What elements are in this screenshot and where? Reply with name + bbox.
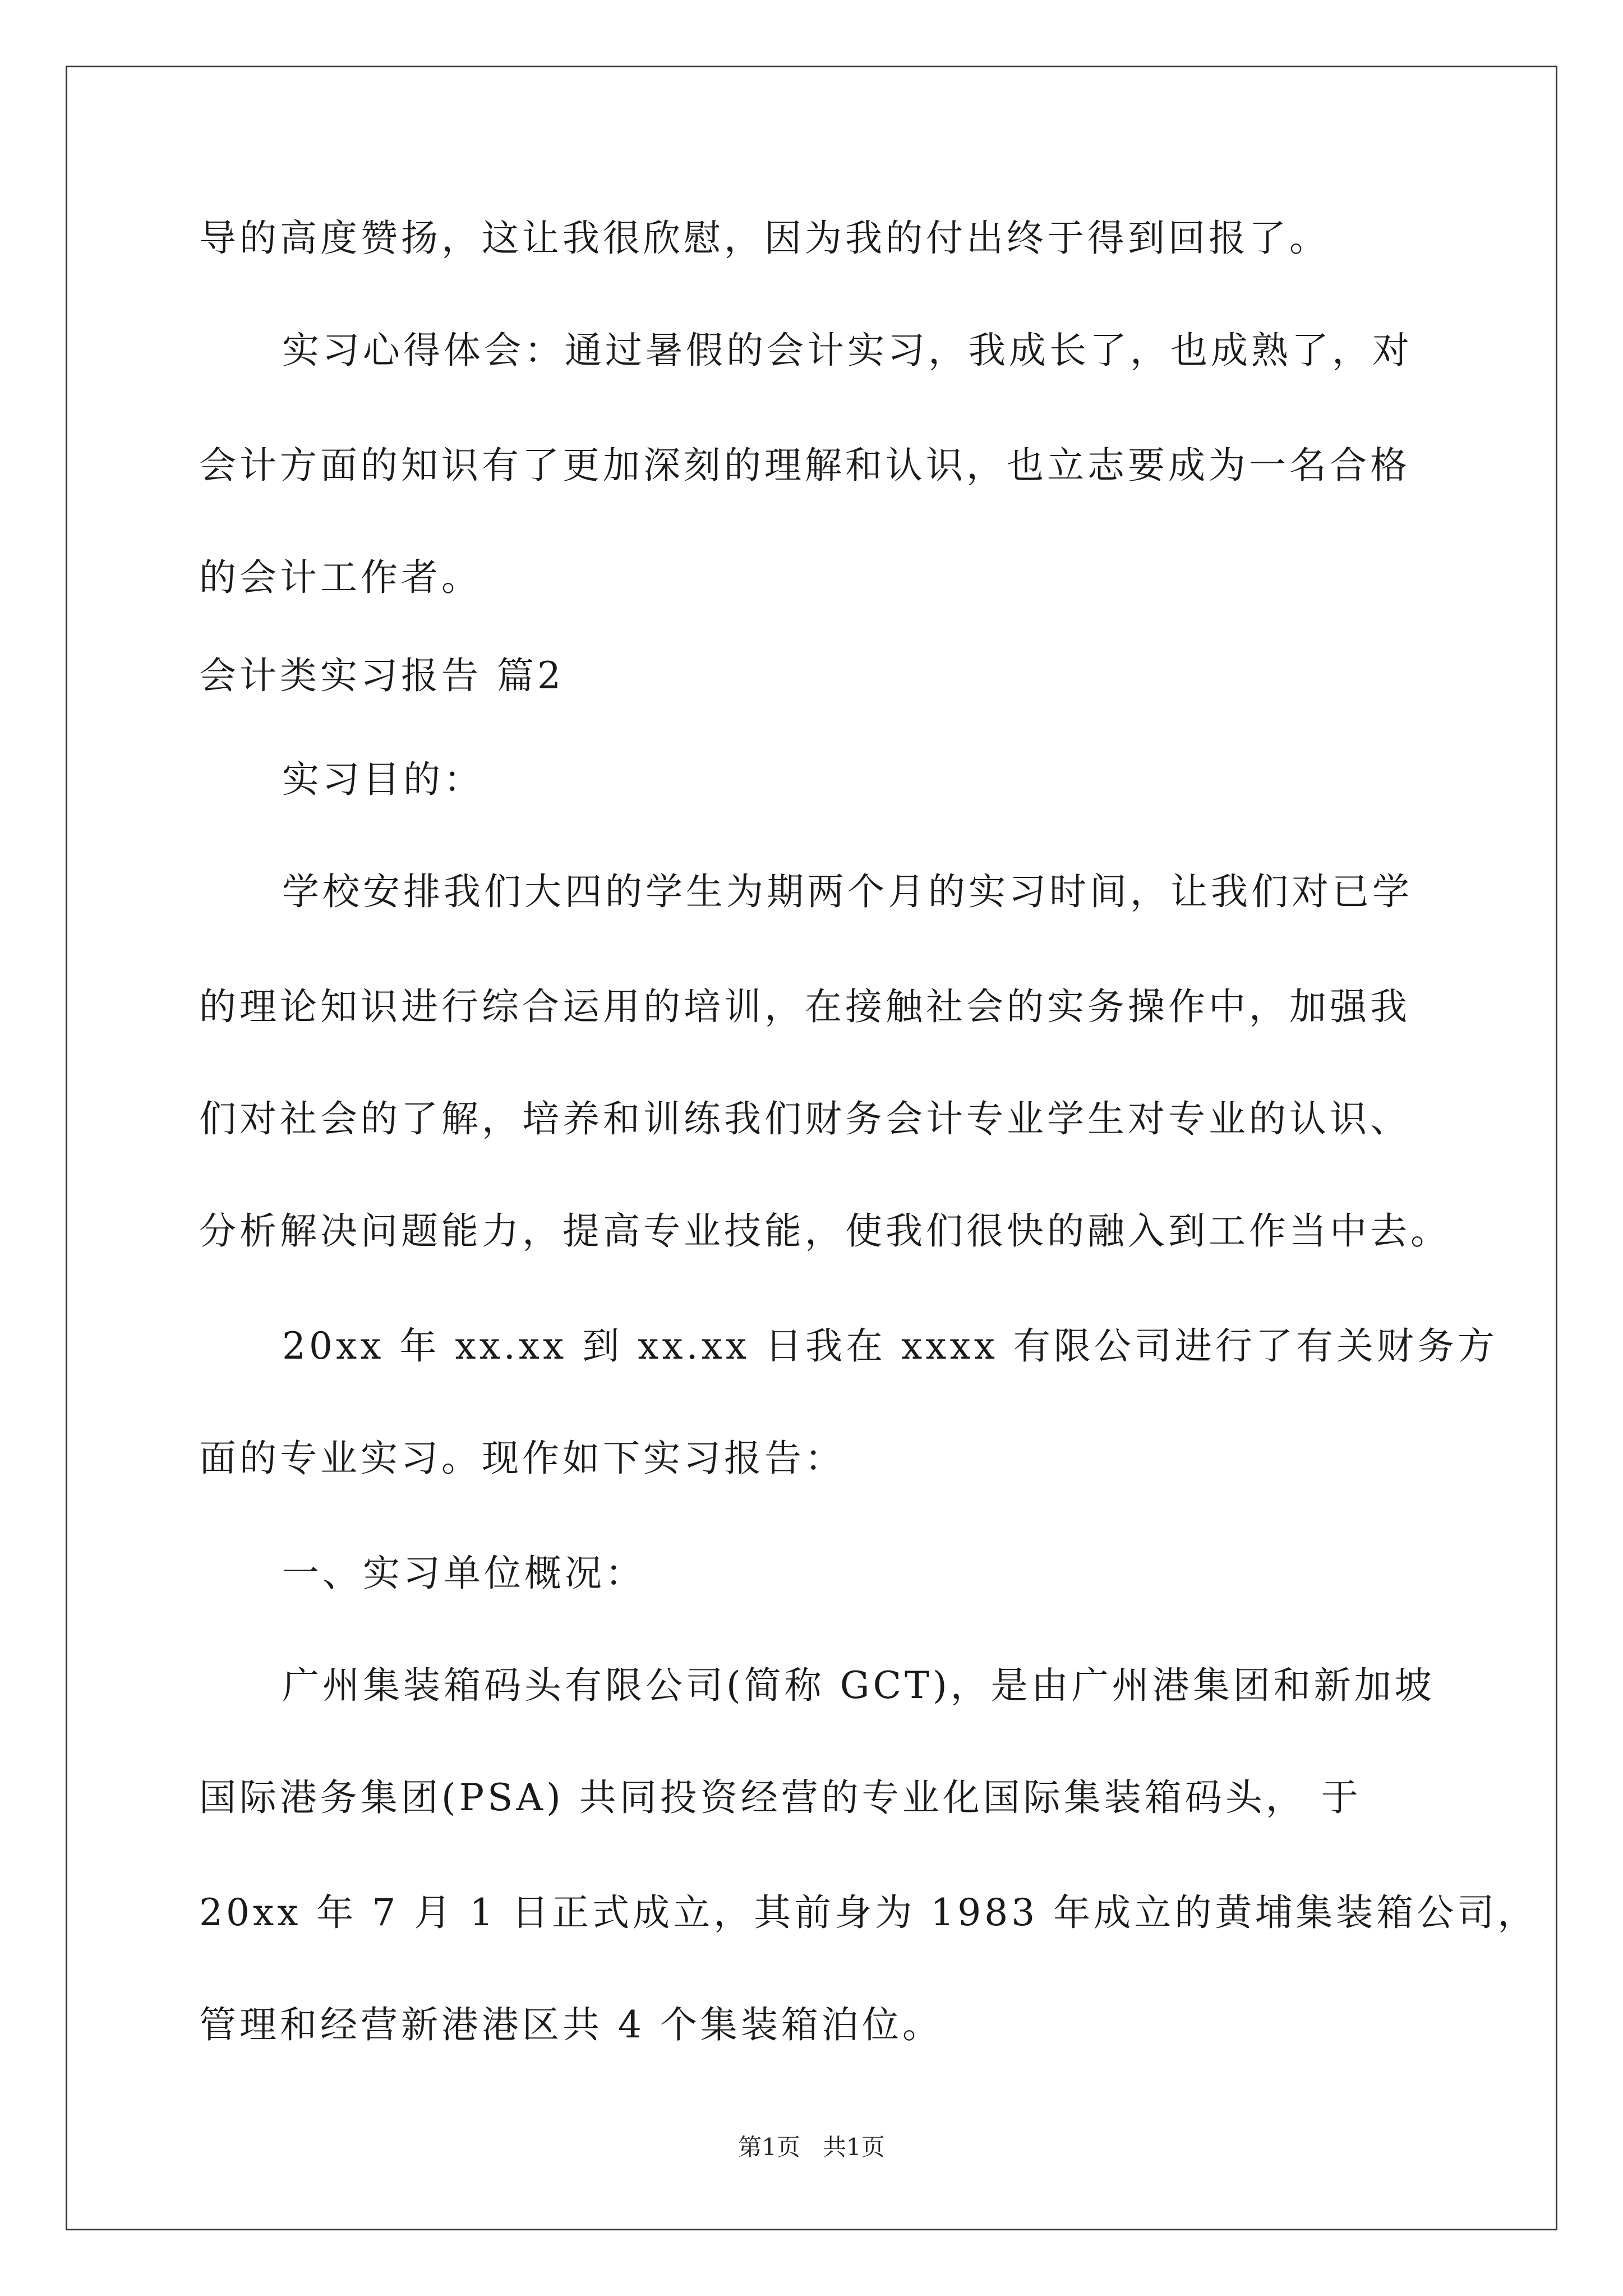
text-line: 20xx 年 7 月 1 日正式成立，其前身为 1983 年成立的黄埔集装箱公司， <box>199 1891 1538 1934</box>
text-line: 学校安排我们大四的学生为期两个月的实习时间，让我们对已学 <box>282 870 1413 913</box>
text-line: 的会计工作者。 <box>199 556 482 599</box>
page-total: 共1页 <box>823 2133 885 2161</box>
text-line: 国际港务集团(PSA) 共同投资经营的专业化国际集装箱码头， 于 <box>199 1776 1362 1819</box>
text-line: 会计方面的知识有了更加深刻的理解和认识，也立志要成为一名合格 <box>199 444 1410 487</box>
page-footer <box>0 2129 1623 2162</box>
text-line: 20xx 年 xx.xx 到 xx.xx 日我在 xxxx 有限公司进行了有关财务方 <box>282 1324 1498 1368</box>
text-line: 导的高度赞扬，这让我很欣慰，因为我的付出终于得到回报了。 <box>199 217 1330 260</box>
text-line: 管理和经营新港港区共 4 个集装箱泊位。 <box>199 2003 943 2046</box>
text-line: 分析解决问题能力，提高专业技能，使我们很快的融入到工作当中去。 <box>199 1209 1451 1253</box>
text-line: 实习目的： <box>282 758 484 801</box>
text-line: 广州集装箱码头有限公司(简称 GCT)，是由广州港集团和新加坡 <box>282 1664 1435 1707</box>
text-line: 一、实习单位概况： <box>282 1552 645 1595</box>
text-line: 的理论知识进行综合运用的培训，在接触社会的实务操作中，加强我 <box>199 985 1410 1028</box>
text-line: 面的专业实习。现作如下实习报告： <box>199 1437 845 1480</box>
text-line: 们对社会的了解，培养和训练我们财务会计专业学生对专业的认识、 <box>199 1097 1410 1140</box>
page-number: 第1页 <box>738 2133 800 2161</box>
text-line: 实习心得体会：通过暑假的会计实习，我成长了，也成熟了，对 <box>282 329 1413 372</box>
section-heading: 会计类实习报告 篇2 <box>199 654 564 697</box>
